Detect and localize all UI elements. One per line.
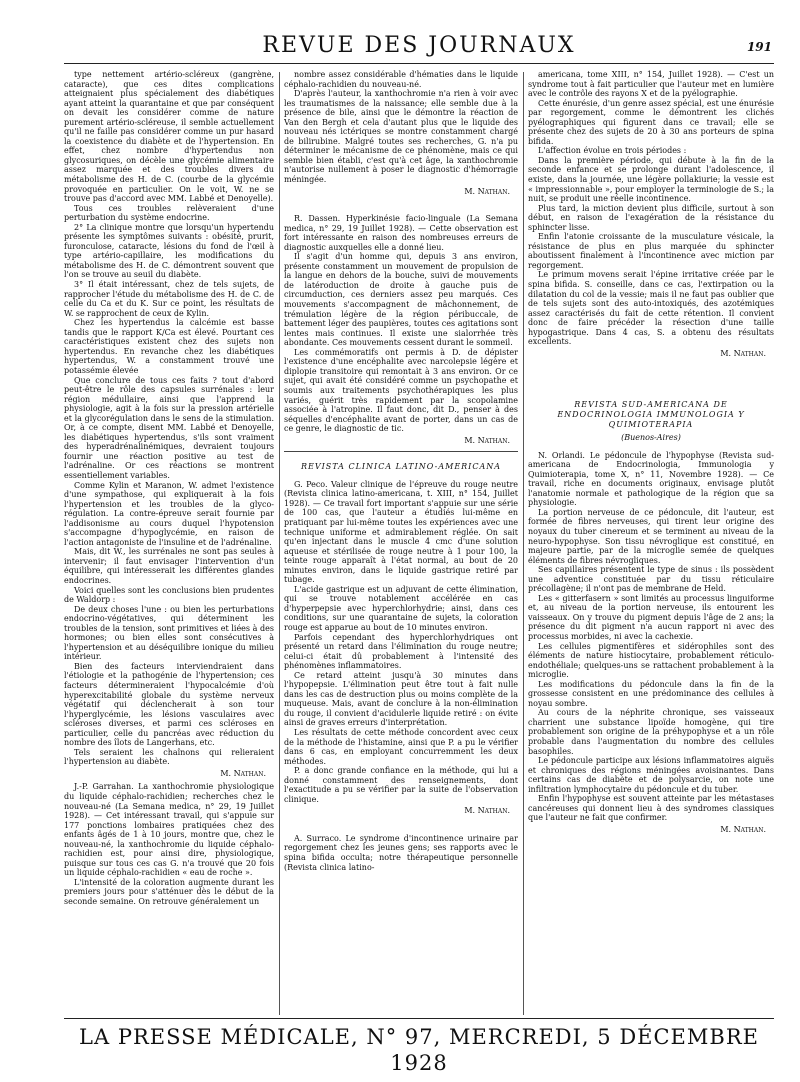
paragraph: Les modifications du pédoncule dans la fin de la grossesse consistent en une prédominance des cellules à noyau sombre. xyxy=(528,679,774,708)
column-1 xyxy=(64,70,274,1015)
paragraph: De deux choses l'une : ou bien les perturbations endocrino-végétatives, qui déterminent les troubles de la tension, sont primitives et liées à des hormones; ou bien elles sont consécutives à l'hypertension et au déséquilibre ionique du milieu intérieur. xyxy=(64,604,274,662)
paragraph: Les commémoratifs ont permis à D. de dépister l'existence d'une encéphalite avec narcolepsie légère et diplopie transitoire qui remontait à 3 ans environ. Or ce sujet, qui avait été considéré comme un psychopathe et soumis aux traitements psychothérapiques les plus variés, guérit très rapidement par la scopolamine associée à l'atropine. Il faut donc, dit D., penser à des séquelles d'encéphalite avant de porter, dans un cas de ce genre, le diagnostic de tic. xyxy=(284,347,518,434)
journal-location: (Buenos-Aires) xyxy=(621,433,681,443)
article-abstract: N. Orlandi. Le pédoncule de l'hypophyse (Revista sud-americana de Endocrinologia, Immunologia y Quimioterapia, tome X, n° 11, Novembre 1928). — Ce travail, riche en documents originaux, envisage plutôt l'anatomie normale et pathologique de la région que sa physiologie. xyxy=(528,450,774,508)
footer-rule xyxy=(64,1018,774,1019)
paragraph: Comme Kylin et Maranon, W. admet l'existence d'une sympathose, qui expliquerait à la fois l'hypertension et les troubles de la glyco-régulation. La contre-épreuve serait fournie par l'addisonisme au cours duquel l'hypotension s'accompagne d'hypoglycémie, en raison de l'action antagoniste de l'insuline et de l'adrénaline. xyxy=(64,480,274,547)
paragraph: Ce retard atteint jusqu'à 30 minutes dans l'hypopepsie. L'élimination peut être tout à fait nulle dans les cas de destruction plus ou moins complète de la muqueuse. Mais, avant de conclure à la non-élimination du rouge, il convient d'acidulerle liquide retiré : on évite ainsi de graves erreurs d'interprétation. xyxy=(284,670,518,728)
paragraph: Au cours de la néphrite chronique, ses vaisseaux charrient une substance lipoïde homogène, qui tire probablement son origine de la préhypophyse et a un rôle probable dans l'augmentation du nombre des cellules basophiles. xyxy=(528,708,774,756)
paragraph: Il s'agit d'un homme qui, depuis 3 ans environ, présente constamment un mouvement de propulsion de la langue en dehors de la bouche, suivi de mouvements de latéroduction de droite à gauche puis de circumduction, ces derniers assez peu marqués. Ces mouvements s'accompagnent de mâchonnement, de trémulation légère de la région péribuccale, de battement léger des paupières, toutes ces agitations sont lentes mais continues. Il existe une sialorrhée très abondante. Ces mouvements cessent durant le sommeil. xyxy=(284,252,518,348)
paragraph: Tels seraient les chaînons qui relieraient l'hypertension au diabète. xyxy=(64,747,274,767)
paragraph: Le primum movens serait l'épine irritative créée par le spina bifida. S. conseille, dans ce cas, l'extirpation ou la dilatation du col de la vessie; mais il ne faut pas oublier que de tels sujets sont des auto-intoxiqués, des azotémiques assez caractérisés du fait de cette rétention. Il convient donc de faire précéder la résection d'une taille hypogastrique. Dans 4 cas, S. a obtenu des résultats excellents. xyxy=(528,270,774,347)
journal-section-title: REVUE DES JOURNAUX xyxy=(262,33,576,58)
paragraph: Enfin l'atonie croissante de la musculature vésicale, la résistance de plus en plus marquée du sphincter aboutissent finalement à l'incontinence avec miction par regorgement. xyxy=(528,232,774,270)
paragraph: D'après l'auteur, la xanthochromie n'a rien à voir avec les traumatismes de la naissance; elle semble due à la présence de bile, ainsi que le démontre la réaction de Van den Bergh et cela d'autant plus que le liquide des nouveau nés ictériques se montre constamment chargé de bilirubine. Malgré toutes ses recherches, G. n'a pu déterminer le mécanisme de ce phénomène, mais ce qui semble bien établi, c'est qu'à cet âge, la xanthochromie n'autorise nullement à poser le diagnostic d'hémorragie méningée. xyxy=(284,89,518,185)
page-footer: LA PRESSE MÉDICALE, N° 97, MERCREDI, 5 DÉCEMBRE 1928 xyxy=(79,1025,759,1075)
paragraph: P. a donc grande confiance en la méthode, qui lui a donné constamment des renseignements, dont l'exactitude a pu se vérifier par la suite de l'observation clinique. xyxy=(284,766,518,804)
paragraph: Chez les hypertendus la calcémie est basse tandis que le rapport K/Ca est élevé. Pourtant ces caractéristiques existent chez des sujets non hypertendus. En revanche chez les diabétiques hypertendus, W. a constamment trouvé une potassémie élevée xyxy=(64,318,274,375)
spacer xyxy=(528,362,774,396)
article-abstract: A. Surraco. Le syndrome d'incontinence urinaire par regorgement chez les jeunes gens; ses rapports avec le spina bifida occulta; notre thérapeutique personnelle (Revista clinica latino- xyxy=(284,833,518,872)
column-3 xyxy=(528,70,774,1015)
author-signature: M. Nathan. xyxy=(464,806,510,816)
paragraph: Enfin l'hypophyse est souvent atteinte par les métastases cancéreuses qui donnent lieu à des syndromes classiques que l'auteur ne fait que confirmer. xyxy=(528,794,774,823)
spacer xyxy=(284,820,518,834)
article-abstract: R. Dassen. Hyperkinésie facio-linguale (La Semana medica, n° 29, 19 Juillet 1928). — Cette observation est fort intéressante en raison des nombreuses erreurs de diagnostic auxquelles elle a donné lieu. xyxy=(284,214,518,252)
paragraph: L'intensité de la coloration augmente durant les premiers jours pour s'atténuer dès le début de la seconde semaine. On retrouve généralement un xyxy=(64,877,274,907)
article-abstract: J.-P. Garrahan. La xanthochromie physiologique du liquide céphalo-rachidien; recherches chez le nouveau-né (La Semana medica, n° 29, 19 Juillet 1928). — Cet intéressant travail, qui s'appuie sur 177 ponctions lombaires pratiquées chez des enfants âgés de 1 à 10 jours, montre que, chez le nouveau-né, la xanthochromie du liquide céphalo-rachidien est, pour ainsi dire, physiologique, puisque sur tous ces cas G. n'a trouvé que 20 fois un liquide céphalo-rachidien « eau de roche ». xyxy=(64,782,274,878)
paragraph: Ses capillaires présentent le type de sinus : ils possèdent une adventice constituée par du tissu réticulaire précollagène; il n'ont pas de membrane de Held. xyxy=(528,565,774,594)
paragraph: Tous ces troubles relèveraient d'une perturbation du système endocrine. xyxy=(64,203,274,223)
page-header xyxy=(64,34,774,60)
paragraph: americana, tome XIII, n° 154, Juillet 1928). — C'est un syndrome tout à fait particulier que l'auteur met en lumière avec le contrôle des rayons X et de la pyélographie. xyxy=(528,70,774,99)
article-abstract: G. Peco. Valeur clinique de l'épreuve du rouge neutre (Revista clinica latino-americana, t. XIII, n° 154, Juillet 1928). — Ce travail fort important s'appuie sur une série de 100 cas, que l'auteur a étudiés lui-même en pratiquant par lui-même toutes les expériences avec une technique uniforme et admirablement réglée. On sait qu'en injectant dans le muscle 4 cmc d'une solution aqueuse et stérilisée de rouge neutre à 1 pour 100, la teinte rouge apparaît à l'état normal, au bout de 20 minutes environ, dans le liquide gastrique retiré par tubage. xyxy=(284,479,518,585)
journal-name-heading: REVISTA SUD-AMERICANA DE ENDOCRINOLOGIA IMMUNOLOGIA Y QUIMIOTERAPIA xyxy=(557,400,745,429)
column-divider-1 xyxy=(279,72,280,1015)
author-signature: M. Nathan. xyxy=(464,435,510,445)
paragraph: Cette énurésie, d'un genre assez spécial, est une énurésie par regorgement, comme le démontrent les clichés pyélographiques qui figurent dans ce travail; elle se présente chez des sujets de 20 à 30 ans porteurs de spina bifida. xyxy=(528,98,774,146)
paragraph: 2° La clinique montre que lorsqu'un hypertendu présente les symptômes suivants : obésité, prurit, furonculose, cataracte, lésions du fond de l'œil à type artério-capillaire, les modifications du métabolisme des H. de C. démontrent souvent que l'on se trouve au seuil du diabète. xyxy=(64,222,274,280)
paragraph: Les résultats de cette méthode concordent avec ceux de la méthode de l'histamine, ainsi que P. a pu le vérifier dans 6 cas, en employant concurremment les deux méthodes. xyxy=(284,728,518,766)
paragraph: type nettement artério-scléreux (gangrène, cataracte), que ces dites complications atteignaient plus spécialement des diabétiques ayant atteint la quarantaine et que par conséquent on devait les considérer comme de nature purement artério-scléreuse, il semble actuellement qu'il ne faille pas considérer comme un pur hasard la coexistence du diabète et de l'hypertension. En effet, chez nombre d'hypertendus non glycosuriques, on décèle une glycémie alimentaire assez marquée et des troubles divers du métabolisme des H. de C. (courbe de la glycémie provoquée en particulier. On le voit, W. ne se trouve pas d'accord avec MM. Labbé et Denoyelle). xyxy=(64,70,274,204)
paragraph: Les « gitterfasern » sont limités au processus linguiforme et, au niveau de la portion nerveuse, ils entourent les vaisseaux. On y trouve du pigment depuis l'âge de 2 ans; la présence du dit pigment n'a aucun rapport ni avec des processus morbides, ni avec la cachexie. xyxy=(528,593,774,641)
paragraph: Que conclure de tous ces faits ? tout d'abord peut-être le rôle des capsules surrénales : leur région médullaire, ainsi que l'apprend la physiologie, agit à la fois sur la pression artérielle et la glycorégulation dans le sens de la stimulation. Or, à ce compte, disent MM. Labbé et Denoyelle, les diabétiques hypertendus, s'ils sont vraiment des hyperadrénalinémiques, devraient toujours fournir une réaction positive au test de l'adrénaline. Or ces réactions se montrent essentiellement variables. xyxy=(64,375,274,480)
spacer xyxy=(284,200,518,214)
page-number: 191 xyxy=(746,40,772,54)
paragraph: L'affection évolue en trois périodes : xyxy=(538,146,687,156)
author-signature: M. Nathan. xyxy=(220,768,266,778)
paragraph: La portion nerveuse de ce pédoncule, dit l'auteur, est formée de fibres nerveuses, qui tirent leur origine des noyaux du tuber cinereum et se terminent au niveau de la neuro-hypophyse. Son tissu névroglique est constitué, en majeure partie, par de la microglie semée de quelques éléments de fibres névrogliques. xyxy=(528,507,774,565)
header-rule xyxy=(64,63,774,64)
paragraph: Plus tard, la miction devient plus difficile, surtout à son début, en raison de l'exagération de la résistance du sphincter lisse. xyxy=(528,203,774,232)
author-signature: M. Nathan. xyxy=(464,186,510,196)
paragraph: nombre assez considérable d'hématies dans le liquide céphalo-rachidien du nouveau-né. xyxy=(284,70,518,89)
column-2 xyxy=(284,70,518,1015)
paragraph: Mais, dit W., les surrénales ne sont pas seules à intervenir; il faut envisager l'intervention d'un équilibre, qui intéresserait les différentes glandes endocrines. xyxy=(64,547,274,585)
section-rule xyxy=(284,451,518,452)
author-signature: M. Nathan. xyxy=(720,348,766,358)
paragraph: L'acide gastrique est un adjuvant de cette élimination, qui se trouve notablement accélérée en cas d'hyperpepsie avec hyperchlorhydrie; ainsi, dans ces conditions, sur une quarantaine de sujets, la coloration rouge est apparue au bout de 10 minutes environ. xyxy=(284,584,518,632)
paragraph: Bien des facteurs interviendraient dans l'étiologie et la pathogénie de l'hypertension; ces facteurs détermineraient l'hypocalcémie d'où hyperexcitabilité globale du système nerveux végétatif qui déclencherait à son tour l'hyperglycémie, les lésions vasculaires avec scléroses diverses, et parmi ces scléroses en particulier, celle du pancréas avec réduction du nombre des îlots de Langerhans, etc. xyxy=(64,661,274,748)
paragraph: Dans la première période, qui débute à la fin de la seconde enfance et se prolonge durant l'adolescence, il existe, dans la journée, une légère pollakiurie; la vessie est « impressionnable », pour employer la terminologie de S.; la nuit, se produit une réelle incontinence. xyxy=(528,155,774,204)
paragraph: 3° Il était intéressant, chez de tels sujets, de rapprocher l'étude du métabolisme des H. de C. de celle du Ca et du K. Sur ce point, les résultats de W. se rapprochent de ceux de Kylin. xyxy=(64,280,274,318)
journal-name-heading: REVISTA CLINICA LATINO-AMERICANA xyxy=(300,462,502,472)
author-signature: M. Nathan. xyxy=(720,824,766,834)
paragraph: Les cellules pigmentifères et sidérophiles sont des éléments de nature histiocytaire, probablement réticulo-endothéliale; quelques-uns se rattachent probablement à la microglie. xyxy=(528,641,774,680)
paragraph: Voici quelles sont les conclusions bien prudentes de Waldorp : xyxy=(64,585,274,605)
paragraph: Parfois cependant des hyperchlorhydriques ont présenté un retard dans l'élimination du rouge neutre; celui-ci était dû probablement à l'intensité des phénomènes inflammatoires. xyxy=(284,632,518,671)
column-divider-2 xyxy=(523,72,524,1015)
paragraph: Le pédoncule participe aux lésions inflammatoires aiguës et chroniques des régions méningées avoisinantes. Dans certains cas de diabète et de polysarcie, on note une infiltration lymphocytaire du pédoncule et du tuber. xyxy=(528,756,774,794)
